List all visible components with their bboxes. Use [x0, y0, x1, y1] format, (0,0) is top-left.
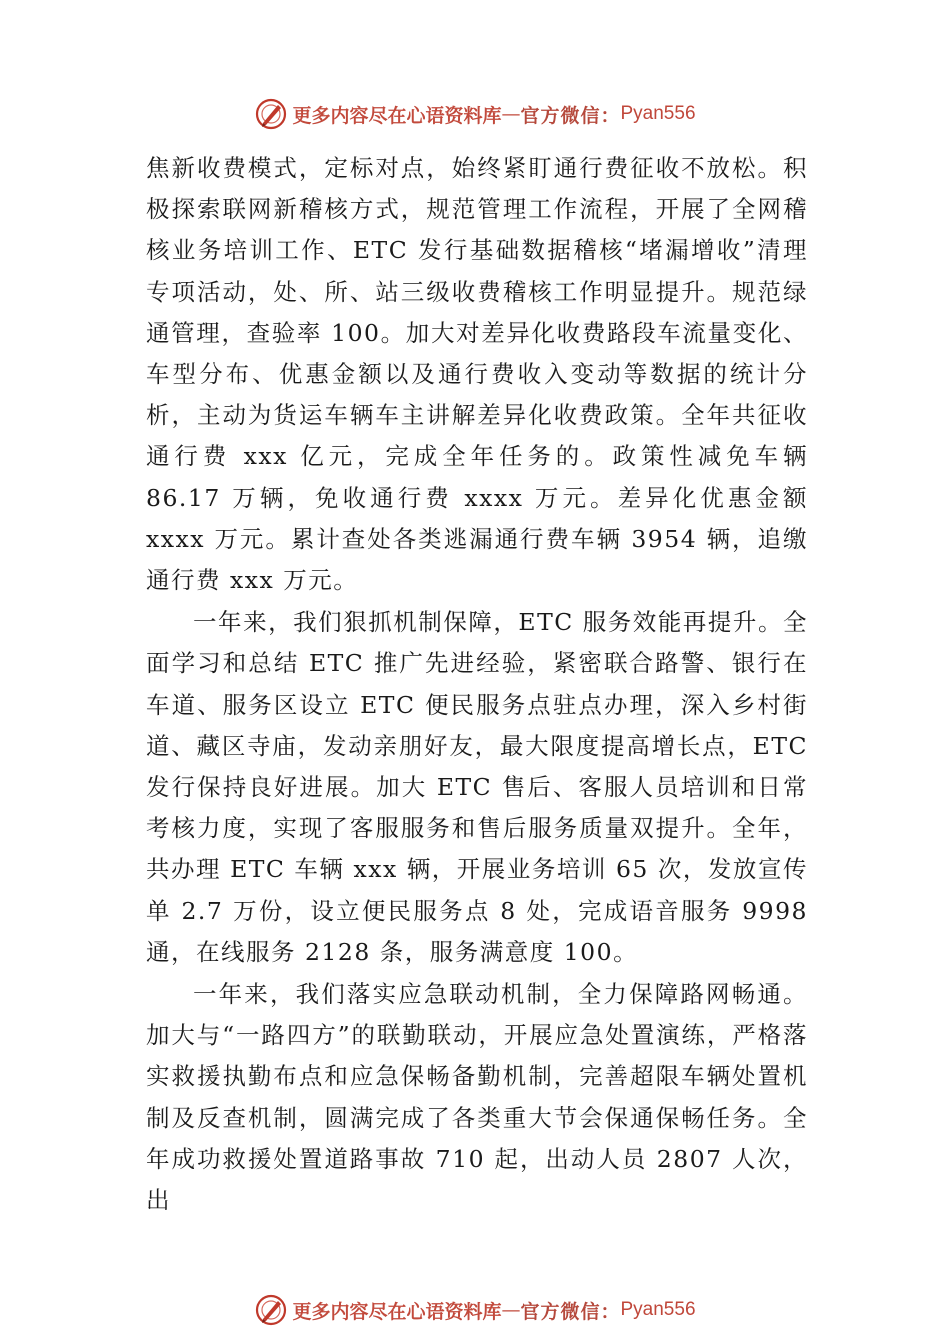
pen-logo-icon	[254, 97, 288, 131]
footer-banner	[0, 1290, 950, 1330]
banner-dash: —	[501, 1299, 521, 1321]
paragraph-1: 焦新收费模式，定标对点，始终紧盯通行费征收不放松。积极探索联网新稽核方式，规范管理工作流程，开展了全网稽核业务培训工作、ETC 发行基础数据稽核“堵漏增收”清理专项活动，处、所、站三级收费稽核工作明显提升。规范绿通管理，查验率 100。加大对差异化收费路段车流量变化、车型分布、优惠金额以及通行费收入变动等数据的统计分析，主动为货运车辆车主讲解差异化收费政策。全年共征收通行费 xxx 亿元，完成全年任务的。政策性减免车辆 86.17 万辆，免收通行费 xxxx 万元。差异化优惠金额 xxxx 万元。累计查处各类逃漏通行费车辆 3954 辆，追缴通行费 xxx 万元。	[146, 154, 808, 595]
banner-wechat-id: Pyan556	[620, 103, 696, 124]
banner-main-text: 更多内容尽在心语资料库	[292, 1300, 502, 1323]
header-banner	[0, 94, 950, 134]
banner-sub-text: 官方微信：	[520, 1300, 621, 1323]
paragraph-3: 一年来，我们落实应急联动机制，全力保障路网畅通。加大与“一路四方”的联勤联动，开展应急处置演练，严格落实救援执勤布点和应急保畅备勤机制，完善超限车辆处置机制及反查机制，圆满完成了各类重大节会保通保畅任务。全年成功救援处置道路事故 710 起，出动人员 2807 人次，出	[146, 980, 808, 1215]
banner-main-text: 更多内容尽在心语资料库	[292, 104, 502, 127]
pen-logo-icon	[254, 1293, 288, 1327]
banner-sub-text: 官方微信：	[520, 104, 621, 127]
banner-wechat-id: Pyan556	[620, 1299, 696, 1320]
banner-dash: —	[501, 103, 521, 125]
document-body	[146, 148, 808, 1221]
paragraph-2: 一年来，我们狠抓机制保障，ETC 服务效能再提升。全面学习和总结 ETC 推广先进经验，紧密联合路警、银行在车道、服务区设立 ETC 便民服务点驻点办理，深入乡村街道、藏区寺庙，发动亲朋好友，最大限度提高增长点，ETC 发行保持良好进展。加大 ETC 售后、客服人员培训和日常考核力度，实现了客服服务和售后服务质量双提升。全年，共办理 ETC 车辆 xxx 辆，开展业务培训 65 次，发放宣传单 2.7 万份，设立便民服务点 8 处，完成语音服务 9998 通，在线服务 2128 条，服务满意度 100。	[146, 608, 808, 966]
